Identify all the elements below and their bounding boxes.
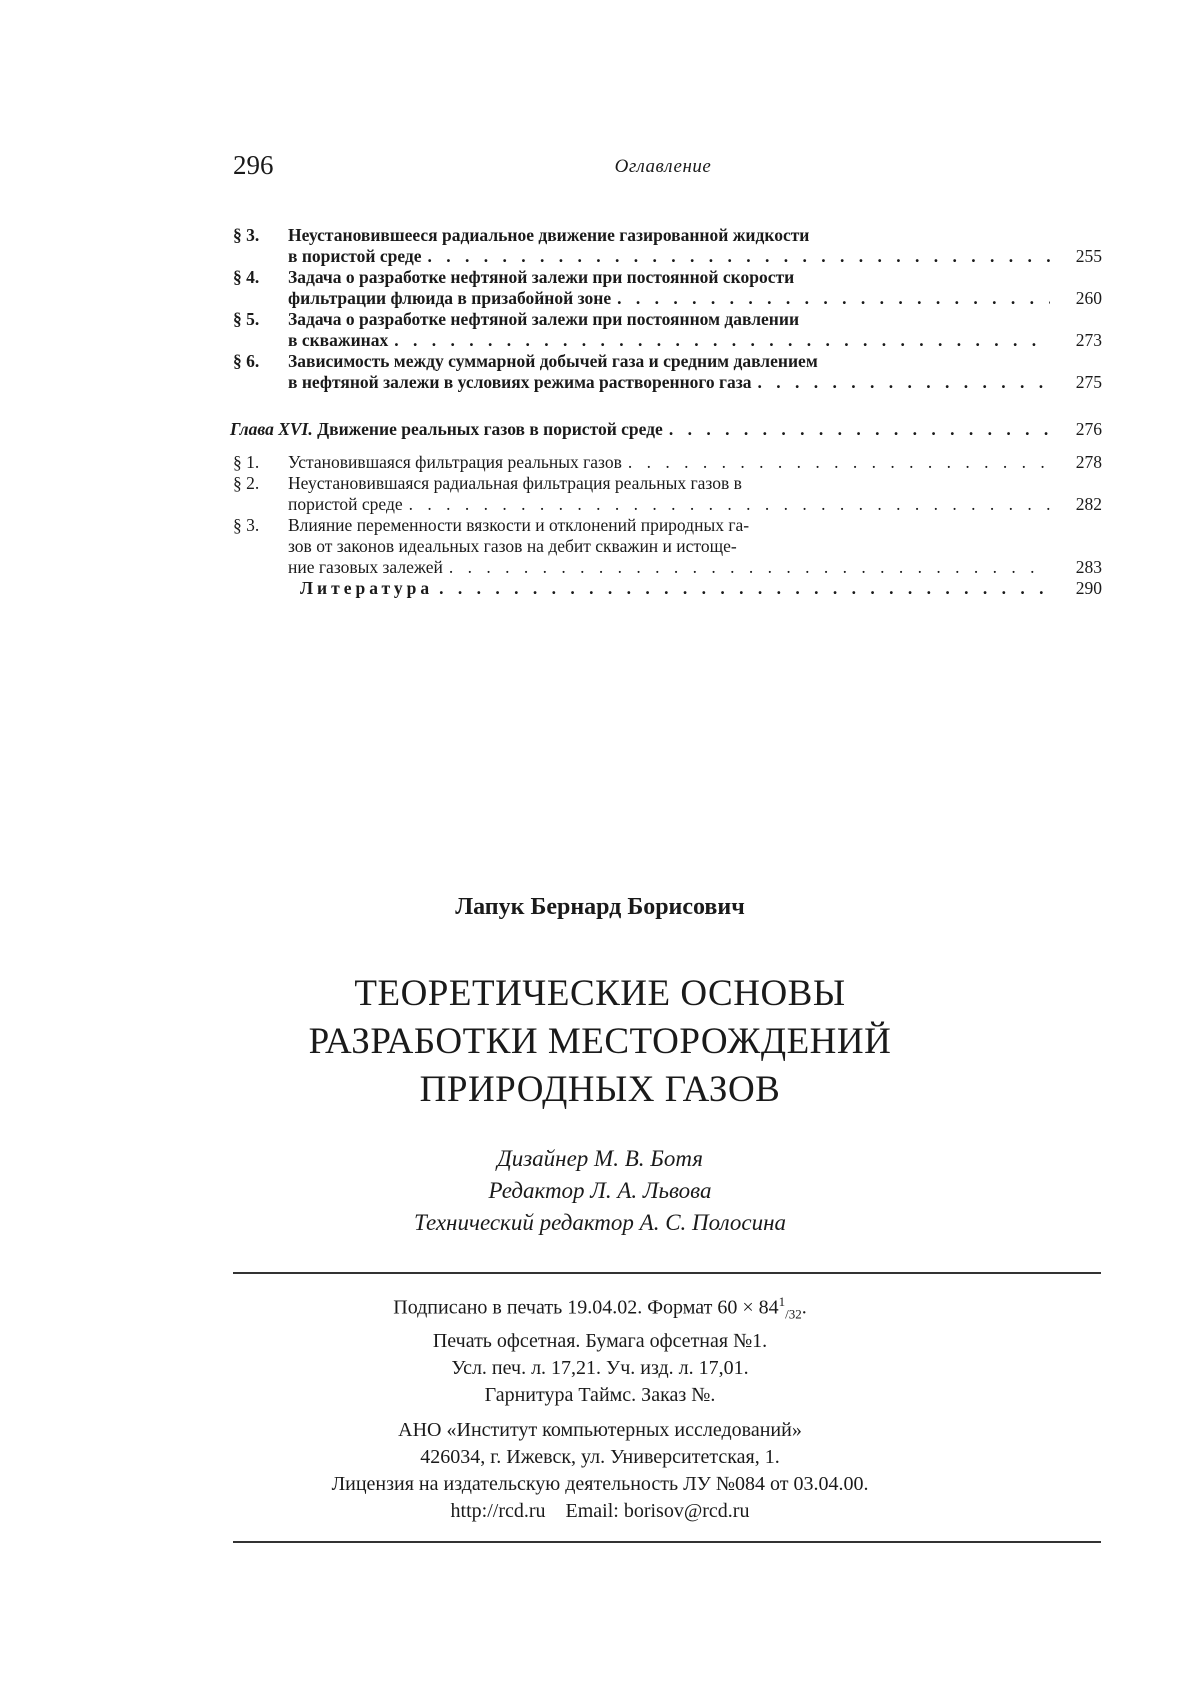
author-name: Лапук Бернард Борисович xyxy=(455,894,745,920)
toc-entry-page: 275 xyxy=(1075,372,1102,392)
toc-entry-number: § 2. xyxy=(233,473,260,493)
toc-entry-number: § 5. xyxy=(233,309,260,329)
toc-entry[interactable] xyxy=(233,267,1102,309)
toc-entry[interactable] xyxy=(233,515,1102,578)
toc-entry-number: § 3. xyxy=(233,515,260,535)
imprint-contacts xyxy=(0,1498,1200,1525)
book-title xyxy=(0,970,1200,1114)
chapter-page: 276 xyxy=(1075,419,1102,439)
toc-section-group xyxy=(230,225,1102,393)
toc-entry-text: пористой среде xyxy=(288,494,403,514)
toc-entry[interactable] xyxy=(233,473,1102,515)
imprint-signed: Подписано в печать 19.04.02. Формат $60 \times 84^1_{/32}$. xyxy=(393,1294,807,1322)
toc-entry-number: § 1. xyxy=(233,452,260,472)
toc-entry[interactable] xyxy=(233,351,1102,393)
toc-entry-page: 282 xyxy=(1075,494,1102,514)
toc-entry-page: 273 xyxy=(1075,330,1102,350)
toc-entry-page: 278 xyxy=(1075,452,1102,472)
literature-title: Литература xyxy=(300,578,434,598)
toc-entry-text: зов от законов идеальных газов на дебит скважин и истоще- xyxy=(288,536,737,556)
imprint-address: 426034, г. Ижевск, ул. Университетская, 1. xyxy=(420,1445,780,1468)
toc-entry-text: ние газовых залежей xyxy=(288,557,443,577)
toc-entry-text: Неустановившаяся радиальная фильтрация реальных газов в xyxy=(288,473,742,493)
page-number: 296 xyxy=(233,150,274,180)
imprint-line: Гарнитура Таймс. Заказ №. xyxy=(484,1383,716,1406)
toc-entry-text: в скважинах xyxy=(288,330,389,350)
toc-entry-number: § 4. xyxy=(233,267,260,287)
divider xyxy=(233,1272,1101,1274)
imprint xyxy=(0,1288,1200,1525)
toc-entry-text: Неустановившееся радиальное движение газированной жидкости xyxy=(288,225,810,245)
credit-editor: Редактор Л. А. Львова xyxy=(488,1178,712,1203)
imprint-publisher: АНО «Институт компьютерных исследований» xyxy=(398,1418,802,1441)
toc-entry-text: в пористой среде xyxy=(288,246,422,266)
imprint-license: Лицензия на издательскую деятельность ЛУ №084 от 03.04.00. xyxy=(331,1472,869,1495)
toc-entry-text: Влияние переменности вязкости и отклонений природных га- xyxy=(288,515,750,535)
imprint-line: Печать офсетная. Бумага офсетная №1. xyxy=(432,1329,768,1352)
email-link[interactable]: Email: borisov@rcd.ru xyxy=(565,1499,750,1522)
toc-entry[interactable] xyxy=(233,309,1102,351)
toc-entry-text: Задача о разработке нефтяной залежи при постоянном давлении xyxy=(288,309,800,329)
table-of-contents xyxy=(230,225,1102,599)
toc-entry[interactable] xyxy=(233,452,1102,473)
toc-entry-number: § 3. xyxy=(233,225,260,245)
book-title-line: ПРИРОДНЫХ ГАЗОВ xyxy=(419,1069,781,1110)
toc-entry-number: § 6. xyxy=(233,351,260,371)
imprint-line: Усл. печ. л. 17,21. Уч. изд. л. 17,01. xyxy=(451,1356,749,1379)
credit-designer: Дизайнер М. В. Ботя xyxy=(497,1146,703,1171)
divider xyxy=(233,1541,1101,1543)
website-link[interactable]: http://rcd.ru xyxy=(450,1499,546,1522)
toc-entry-text: фильтрации флюида в призабойной зоне xyxy=(288,288,612,308)
toc-entry-page: 255 xyxy=(1075,246,1102,266)
toc-section-group xyxy=(230,452,1102,578)
toc-entry-page: 283 xyxy=(1075,557,1102,577)
literature-page: 290 xyxy=(1075,578,1102,598)
toc-chapter[interactable] xyxy=(230,419,1102,440)
chapter-title: Движение реальных газов в пористой среде xyxy=(317,419,663,439)
book-title-line: ТЕОРЕТИЧЕСКИЕ ОСНОВЫ xyxy=(354,973,846,1014)
credits xyxy=(0,1143,1200,1239)
toc-entry-text: в нефтяной залежи в условиях режима растворенного газа xyxy=(288,372,752,392)
running-head xyxy=(233,150,1093,190)
toc-entry-text: Установившаяся фильтрация реальных газов xyxy=(288,452,622,472)
chapter-label: Глава XVI. xyxy=(230,419,313,439)
credit-tech-editor: Технический редактор А. С. Полосина xyxy=(413,1210,787,1235)
book-title-line: РАЗРАБОТКИ МЕСТОРОЖДЕНИЙ xyxy=(308,1021,892,1062)
toc-entry-text: Зависимость между суммарной добычей газа и средним давлением xyxy=(288,351,818,371)
header-title: Оглавление xyxy=(614,156,712,177)
toc-entry[interactable] xyxy=(233,225,1102,267)
toc-entry-page: 260 xyxy=(1075,288,1102,308)
toc-literature[interactable] xyxy=(288,578,1102,599)
toc-entry-text: Задача о разработке нефтяной залежи при постоянной скорости xyxy=(288,267,795,287)
